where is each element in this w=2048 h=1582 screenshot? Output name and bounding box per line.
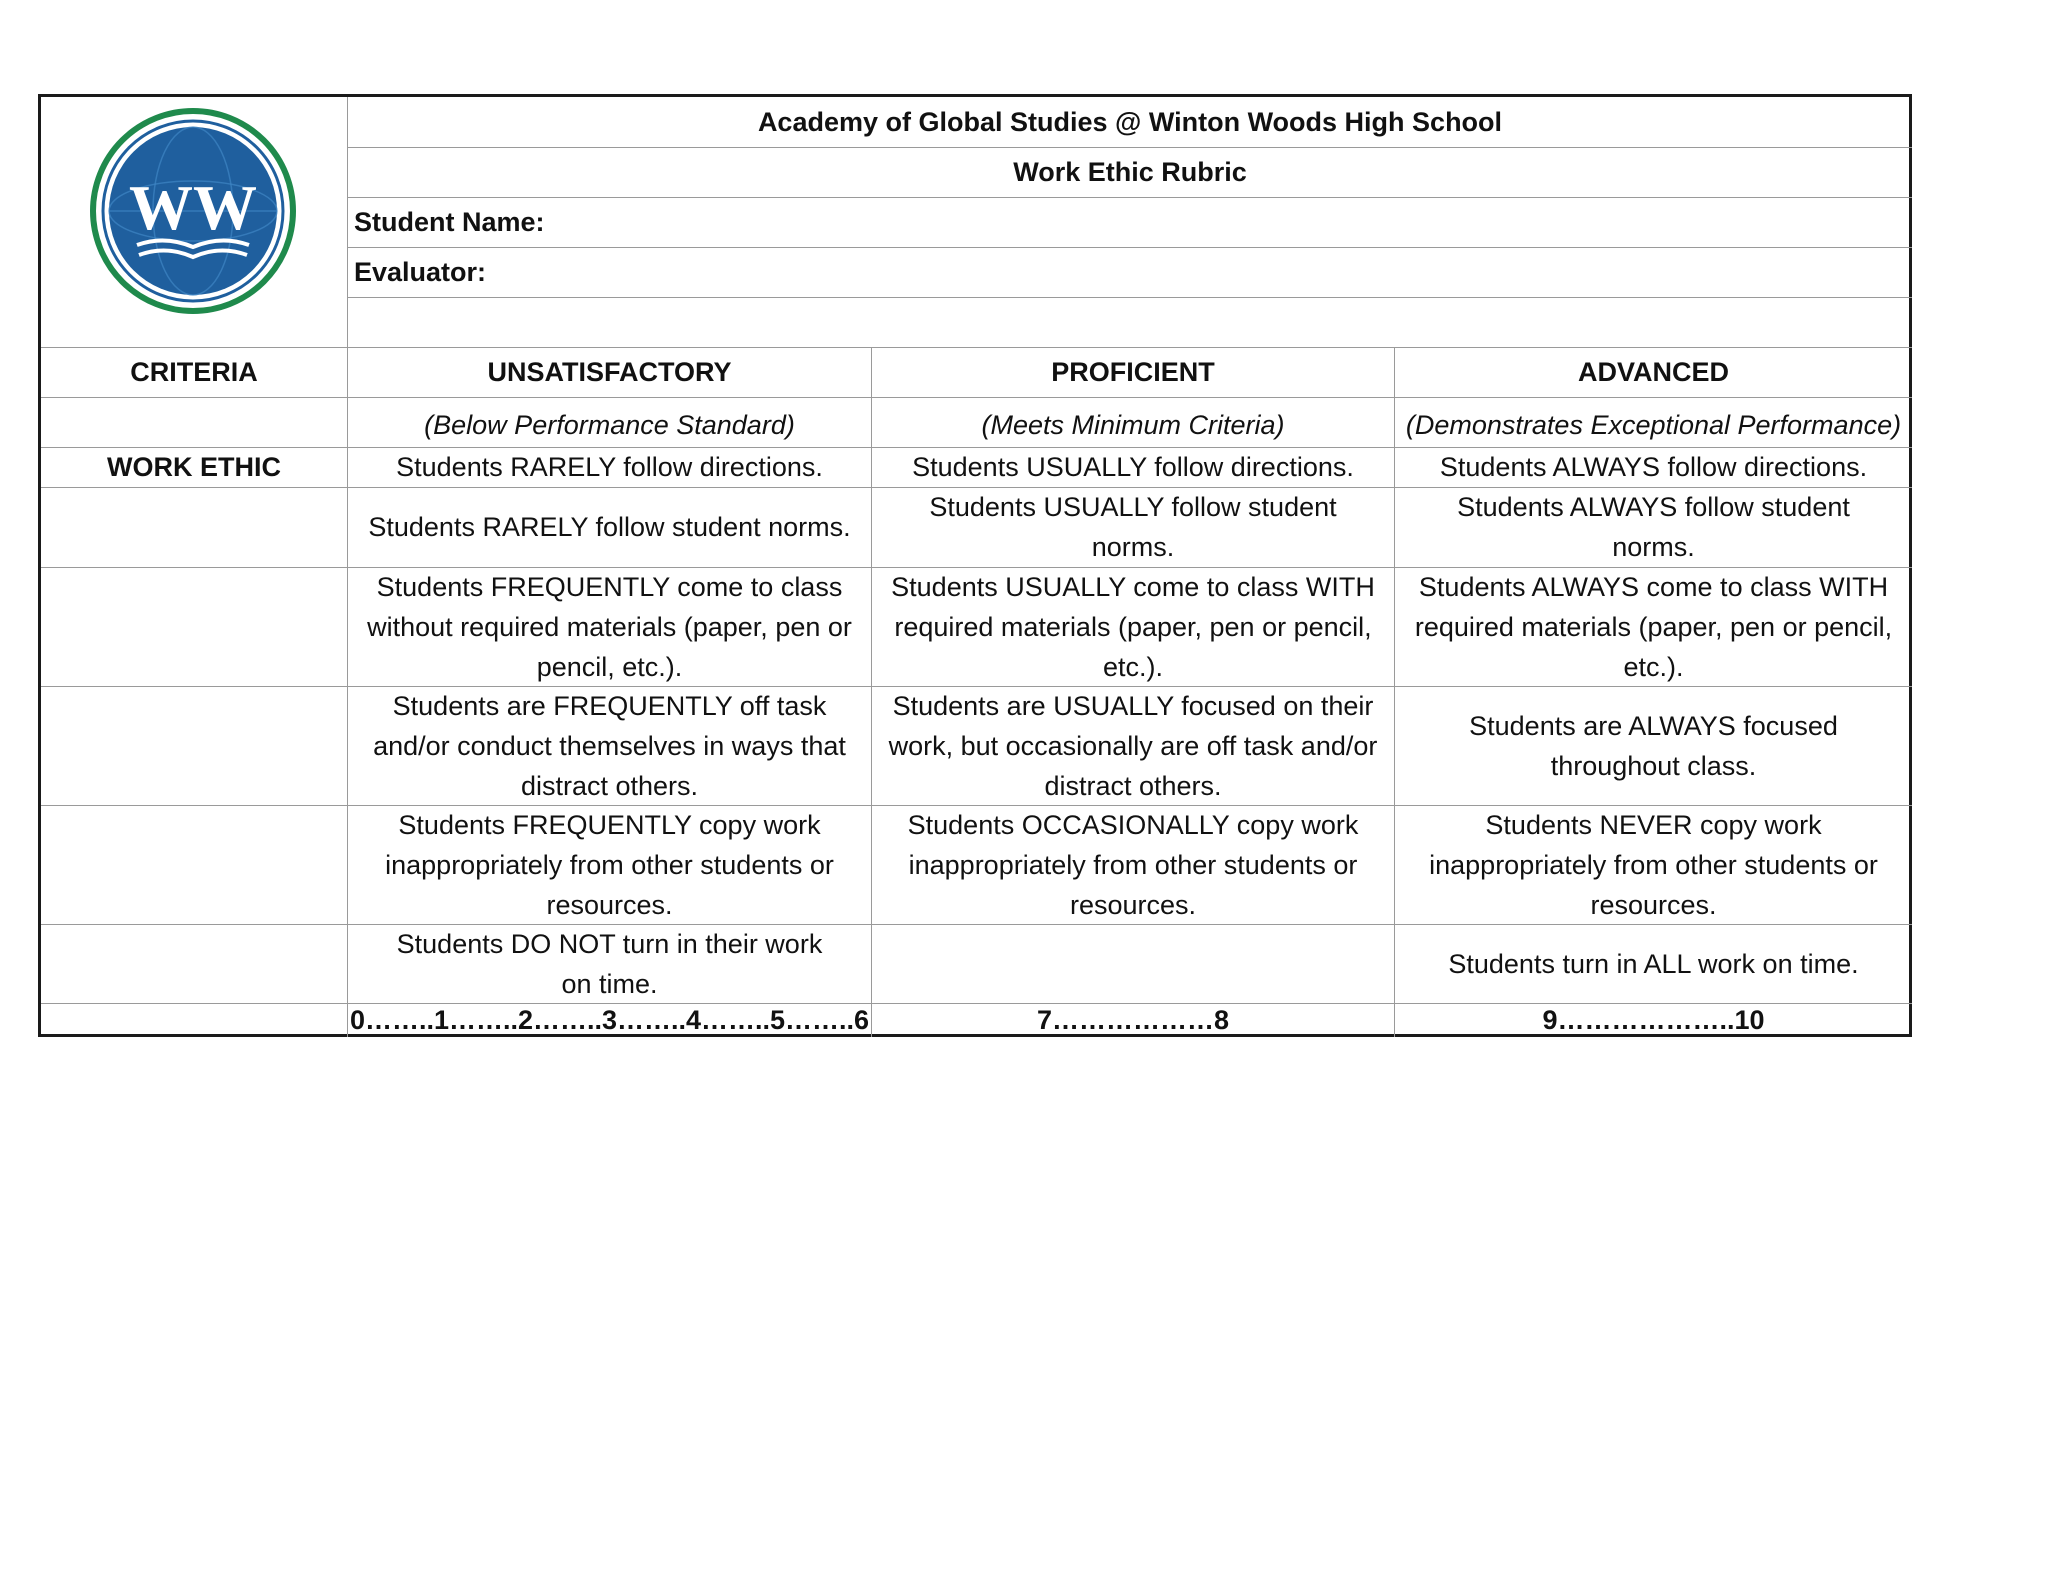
table-cell: Students are ALWAYS focused throughout class. <box>1469 710 1838 781</box>
evaluator-label: Evaluator: <box>354 257 487 287</box>
score-scale-advanced: 9………………..10 <box>1542 1005 1765 1035</box>
subtitle-proficient: (Meets Minimum Criteria) <box>981 410 1285 440</box>
school-name: Academy of Global Studies @ Winton Woods High School <box>757 107 1503 137</box>
table-cell: Students FREQUENTLY come to class without required materials (paper, pen or pencil, etc.). <box>367 571 852 682</box>
table-cell: Students are USUALLY focused on their work, but occasionally are off task and/or distract others. <box>888 690 1378 801</box>
table-cell: Students RARELY follow student norms. <box>368 512 851 542</box>
score-scale-unsatisfactory: 0……..1……..2……..3……..4……..5……..6 <box>349 1005 870 1035</box>
column-header-proficient: PROFICIENT <box>1051 357 1215 387</box>
criteria-work-ethic: WORK ETHIC <box>107 452 281 482</box>
table-cell: Students USUALLY follow student norms. <box>929 492 1337 562</box>
table-cell: Students FREQUENTLY copy work inappropriately from other students or resources. <box>385 809 834 920</box>
school-seal-logo <box>89 107 297 315</box>
blank-header-row[interactable] <box>348 297 1912 347</box>
table-cell: Students are FREQUENTLY off task and/or conduct themselves in ways that distract others. <box>373 690 846 801</box>
table-cell: Students RARELY follow directions. <box>396 452 823 482</box>
table-cell: Students DO NOT turn in their work on time. <box>396 928 823 999</box>
table-cell: Students ALWAYS come to class WITH required materials (paper, pen or pencil, etc.). <box>1414 571 1893 682</box>
table-cell: Students USUALLY come to class WITH required materials (paper, pen or pencil, etc.). <box>891 571 1375 682</box>
subtitle-unsatisfactory: (Below Performance Standard) <box>424 410 795 440</box>
logo-text: WW <box>129 172 257 243</box>
table-cell: Students USUALLY follow directions. <box>912 452 1354 482</box>
column-header-criteria: CRITERIA <box>130 357 258 387</box>
score-scale-proficient: 7………………8 <box>1036 1005 1230 1035</box>
table-cell: Students NEVER copy work inappropriately from other students or resources. <box>1429 809 1878 920</box>
student-name-label: Student Name: <box>354 207 545 237</box>
table-cell <box>872 924 1394 1003</box>
work-ethic-rubric-table <box>38 94 1912 1037</box>
rubric-title: Work Ethic Rubric <box>1013 157 1247 187</box>
subtitle-advanced: (Demonstrates Exceptional Performance) <box>1405 410 1902 440</box>
column-header-unsatisfactory: UNSATISFACTORY <box>487 357 732 387</box>
table-cell: Students OCCASIONALLY copy work inappropriately from other students or resources. <box>907 809 1359 920</box>
table-cell: Students turn in ALL work on time. <box>1448 948 1859 979</box>
table-cell: Students ALWAYS follow directions. <box>1439 452 1868 482</box>
table-cell: Students ALWAYS follow student norms. <box>1457 492 1850 562</box>
column-header-advanced: ADVANCED <box>1577 357 1729 387</box>
